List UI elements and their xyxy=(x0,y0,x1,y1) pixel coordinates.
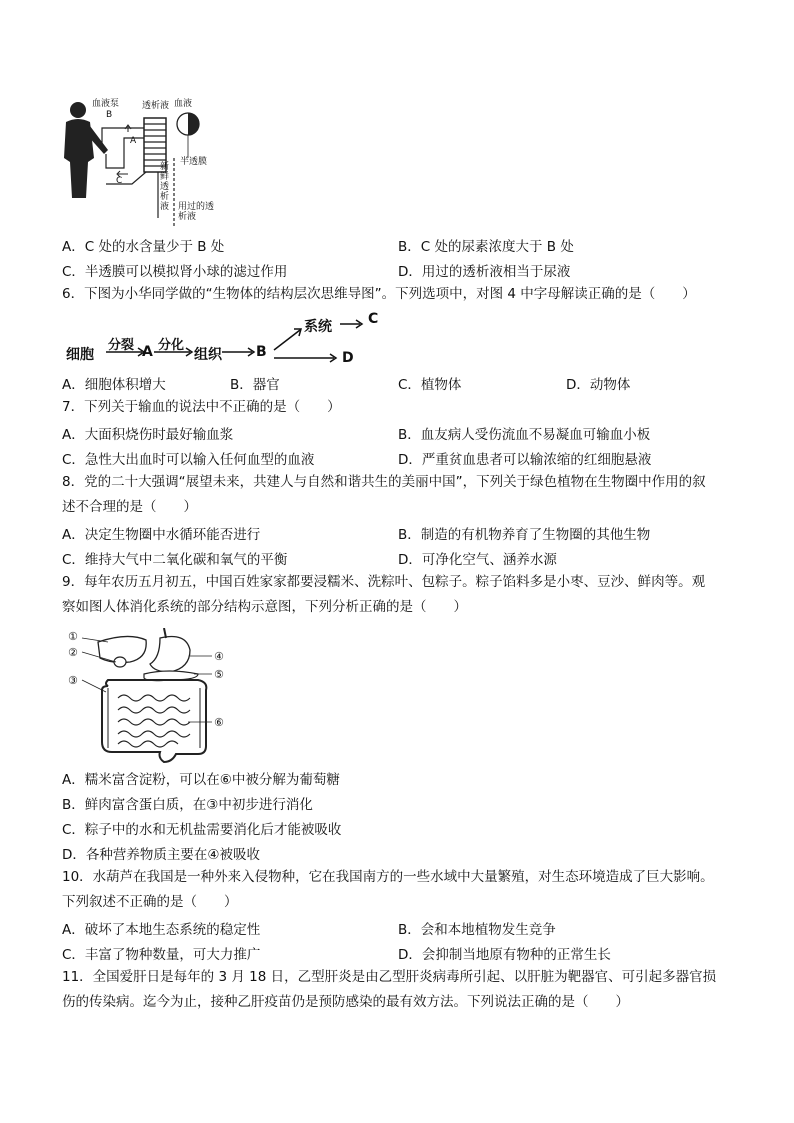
label-4: ④ xyxy=(214,650,224,663)
q9-option-a[interactable]: A．糯米富含淀粉，可以在⑥中被分解为葡萄糖 xyxy=(62,772,340,788)
q5-option-d[interactable]: D．用过的透析液相当于尿液 xyxy=(398,264,571,280)
q8-stem-line2: 述不合理的是（ ） xyxy=(62,499,197,515)
label-pump: 血液泵 xyxy=(92,99,120,109)
label-A: A xyxy=(130,136,137,146)
q6-option-a[interactable]: A．细胞体积增大 xyxy=(62,377,166,393)
q9-option-c[interactable]: C．粽子中的水和无机盐需要消化后才能被吸收 xyxy=(62,822,342,838)
q9-stem-line2: 察如图人体消化系统的部分结构示意图，下列分析正确的是（ ） xyxy=(62,599,467,615)
q10-option-b[interactable]: B．会和本地植物发生竞争 xyxy=(398,922,556,938)
large-intestine-shape xyxy=(102,680,206,762)
q10-option-c[interactable]: C．丰富了物种数量，可大力推广 xyxy=(62,947,261,963)
label-B: B xyxy=(106,110,113,120)
dialysis-figure xyxy=(62,88,222,230)
q10-stem-line2: 下列叙述不正确的是（ ） xyxy=(62,894,238,910)
node-A: A xyxy=(142,344,153,360)
q6-stem: 6．下图为小华同学做的“生物体的结构层次思维导图”。下列选项中，对图 4 中字母解读正确的是（ ） xyxy=(62,286,696,302)
q11-stem-line2: 伤的传染病。迄今为止，接种乙肝疫苗仍是预防感染的最有效方法。下列说法正确的是（ ） xyxy=(62,994,629,1010)
q8-option-b[interactable]: B．制造的有机物养育了生物圈的其他生物 xyxy=(398,527,651,543)
label-6: ⑥ xyxy=(214,716,224,729)
q7-option-d[interactable]: D．严重贫血患者可以输浓缩的红细胞悬液 xyxy=(398,452,652,468)
q9-stem-line1: 9．每年农历五月初五，中国百姓家家都要浸糯米、洗粽叶、包粽子。粽子馅料多是小枣、豆沙、鲜肉等。观 xyxy=(62,574,706,590)
stomach-shape xyxy=(150,637,190,673)
q10-option-a[interactable]: A．破坏了本地生态系统的稳定性 xyxy=(62,922,261,938)
digestive-system-figure xyxy=(68,628,228,766)
q8-option-c[interactable]: C．维持大气中二氧化碳和氧气的平衡 xyxy=(62,552,288,568)
small-intestine-shape xyxy=(118,695,190,747)
q5-option-c[interactable]: C．半透膜可以模拟肾小球的滤过作用 xyxy=(62,264,288,280)
q7-option-b[interactable]: B．血友病人受伤流血不易凝血可输血小板 xyxy=(398,427,651,443)
node-C: C xyxy=(368,311,379,327)
q6-option-b[interactable]: B．器官 xyxy=(230,377,280,393)
arrow-label-split: 分裂 xyxy=(108,338,135,353)
label-C: C xyxy=(116,176,123,186)
q7-option-c[interactable]: C．急性大出血时可以输入任何血型的血液 xyxy=(62,452,315,468)
node-D: D xyxy=(342,350,354,366)
q6-option-c[interactable]: C．植物体 xyxy=(398,377,462,393)
q11-stem-line1: 11．全国爱肝日是每年的 3 月 18 日，乙型肝炎是由乙型肝炎病毒所引起、以肝脏为靶器官、可引起多器官损 xyxy=(62,969,717,985)
label-used-dialysate: 用过的透析液 xyxy=(178,202,215,222)
q10-option-d[interactable]: D．会抑制当地原有物种的正常生长 xyxy=(398,947,611,963)
q6-option-d[interactable]: D．动物体 xyxy=(566,377,631,393)
arrow-label-diff: 分化 xyxy=(158,338,185,353)
q9-option-d[interactable]: D．各种营养物质主要在④被吸收 xyxy=(62,847,260,863)
label-5: ⑤ xyxy=(214,668,224,681)
structure-levels-diagram xyxy=(62,308,392,368)
node-system: 系统 xyxy=(304,319,332,335)
q8-stem-line1: 8．党的二十大强调“展望未来，共建人与自然和谐共生的美丽中国”，下列关于绿色植物在生物圈中作用的叙 xyxy=(62,474,706,490)
label-2: ② xyxy=(68,646,78,659)
label-blood: 血液 xyxy=(174,99,193,109)
q5-option-b[interactable]: B．C 处的尿素浓度大于 B 处 xyxy=(398,239,574,255)
q7-stem: 7．下列关于输血的说法中不正确的是（ ） xyxy=(62,399,341,415)
q5-option-a[interactable]: A．C 处的水含量少于 B 处 xyxy=(62,239,225,255)
q7-option-a[interactable]: A．大面积烧伤时最好输血浆 xyxy=(62,427,234,443)
node-tissue: 组织 xyxy=(194,347,222,363)
label-dialysate: 透析液 xyxy=(142,101,170,111)
q8-option-d[interactable]: D．可净化空气、涵养水源 xyxy=(398,552,557,568)
node-B: B xyxy=(256,344,267,360)
label-fresh-dialysate: 新鲜透析液 xyxy=(160,162,170,212)
q9-option-b[interactable]: B．鲜肉富含蛋白质，在③中初步进行消化 xyxy=(62,797,313,813)
label-membrane: 半透膜 xyxy=(180,157,208,167)
label-3: ③ xyxy=(68,674,78,687)
label-1: ① xyxy=(68,630,78,643)
node-cell: 细胞 xyxy=(66,347,94,363)
q8-option-a[interactable]: A．决定生物圈中水循环能否进行 xyxy=(62,527,261,543)
q10-stem-line1: 10．水葫芦在我国是一种外来入侵物种，它在我国南方的一些水域中大量繁殖，对生态环境造成了巨大影响。 xyxy=(62,869,714,885)
digestive-diagram xyxy=(68,628,228,766)
